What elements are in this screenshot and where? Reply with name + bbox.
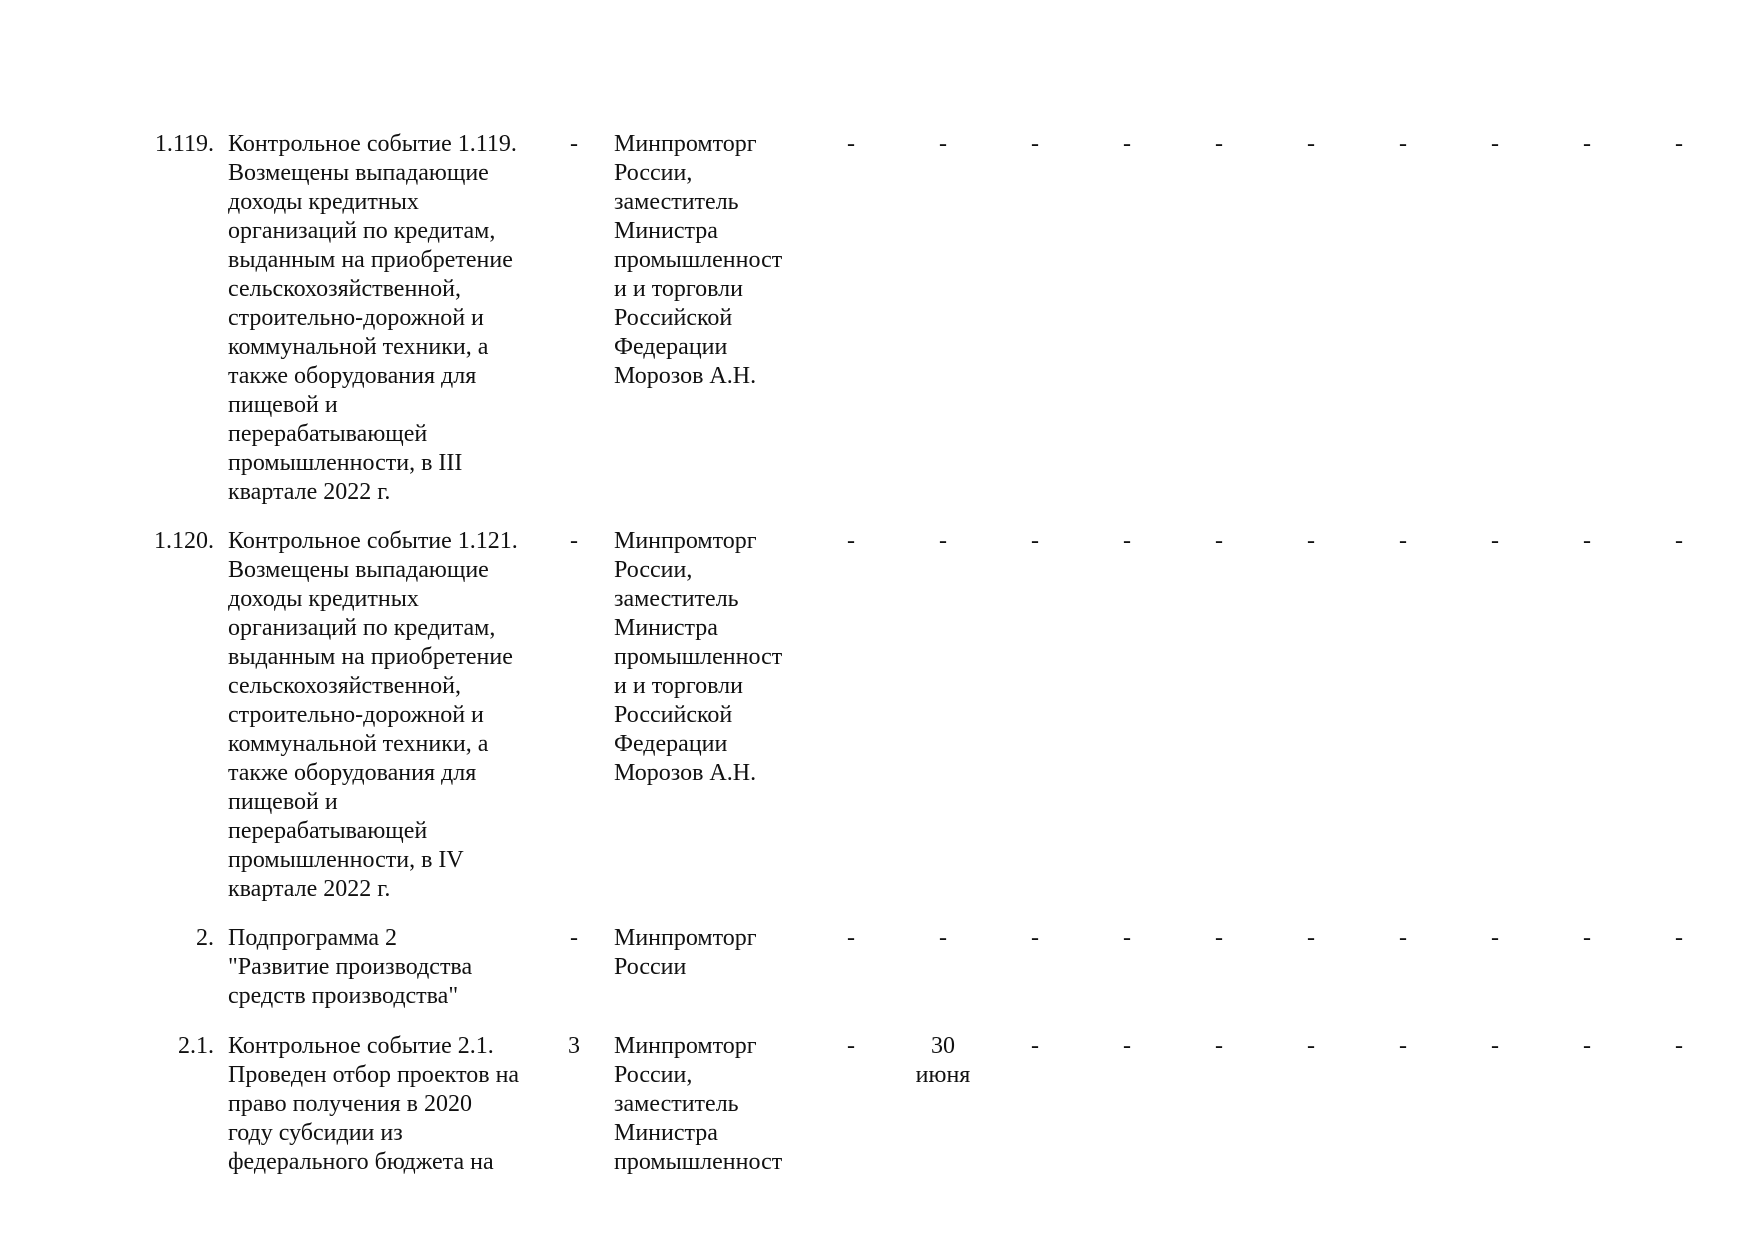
date-cell: 30 июня: [915, 1033, 971, 1088]
date-cell: -: [1215, 925, 1223, 951]
date-cell: -: [1123, 1033, 1131, 1059]
event-name: Контрольное событие 1.121. Возмещены выпадающие доходы кредитных организаций по кредитам, выданным на приобретение сельскохозяйственной, строительно-дорожной и коммунальной техники, а также оборудования для пищевой и перерабатывающей промышленности, в IV квартале 2022 г.: [228, 528, 518, 902]
row-number: 1.119.: [154, 131, 214, 157]
date-cell: -: [1491, 1033, 1499, 1059]
responsible-executor: Минпромторг России, заместитель Министра промышленност: [614, 1033, 783, 1175]
date-cell: -: [1215, 528, 1223, 554]
date-cell: -: [1675, 925, 1683, 951]
date-cell: -: [1399, 1033, 1407, 1059]
quantity-cell: 3: [568, 1033, 580, 1059]
date-cell: -: [939, 925, 947, 951]
date-cell: -: [1123, 925, 1131, 951]
date-cell: -: [1215, 1033, 1223, 1059]
responsible-executor: Минпромторг России: [614, 925, 757, 980]
date-cell: -: [1307, 1033, 1315, 1059]
date-cell: -: [1675, 528, 1683, 554]
row-number: 2.1.: [178, 1033, 214, 1059]
date-cell: -: [1123, 131, 1131, 157]
date-cell: -: [847, 1033, 855, 1059]
date-cell: -: [1307, 528, 1315, 554]
date-cell: -: [1399, 925, 1407, 951]
date-cell: -: [1583, 925, 1591, 951]
quantity-cell: -: [570, 925, 578, 951]
date-cell: -: [1031, 131, 1039, 157]
date-cell: -: [939, 528, 947, 554]
date-cell: -: [1031, 1033, 1039, 1059]
date-cell: -: [1399, 528, 1407, 554]
event-name: Контрольное событие 2.1. Проведен отбор проектов на право получения в 2020 году субсидии из федерального бюджета на: [228, 1033, 520, 1175]
date-cell: -: [847, 925, 855, 951]
date-cell: -: [1307, 925, 1315, 951]
event-name: Контрольное событие 1.119. Возмещены выпадающие доходы кредитных организаций по кредитам, выданным на приобретение сельскохозяйственной, строительно-дорожной и коммунальной техники, а также оборудования для пищевой и перерабатывающей промышленности, в III квартале 2022 г.: [228, 131, 517, 505]
date-cell: -: [847, 528, 855, 554]
quantity-cell: -: [570, 131, 578, 157]
responsible-executor: Минпромторг России, заместитель Министра промышленност и и торговли Российской Федерации Морозов А.Н.: [614, 528, 783, 786]
date-cell: -: [1215, 131, 1223, 157]
quantity-cell: -: [570, 528, 578, 554]
date-cell: -: [847, 131, 855, 157]
date-cell: -: [1399, 131, 1407, 157]
date-cell: -: [1031, 925, 1039, 951]
row-number: 2.: [196, 925, 214, 951]
row-number: 1.120.: [154, 528, 214, 554]
date-cell: -: [1583, 131, 1591, 157]
date-cell: -: [1031, 528, 1039, 554]
date-cell: -: [1123, 528, 1131, 554]
date-cell: -: [1675, 131, 1683, 157]
subprogram-name: Подпрограмма 2 "Развитие производства средств производства": [228, 925, 473, 1009]
date-cell: -: [1491, 925, 1499, 951]
date-cell: -: [939, 131, 947, 157]
responsible-executor: Минпромторг России, заместитель Министра промышленност и и торговли Российской Федерации Морозов А.Н.: [614, 131, 783, 389]
date-cell: -: [1583, 528, 1591, 554]
date-cell: -: [1675, 1033, 1683, 1059]
date-cell: -: [1583, 1033, 1591, 1059]
date-cell: -: [1491, 131, 1499, 157]
date-cell: -: [1307, 131, 1315, 157]
date-cell: -: [1491, 528, 1499, 554]
